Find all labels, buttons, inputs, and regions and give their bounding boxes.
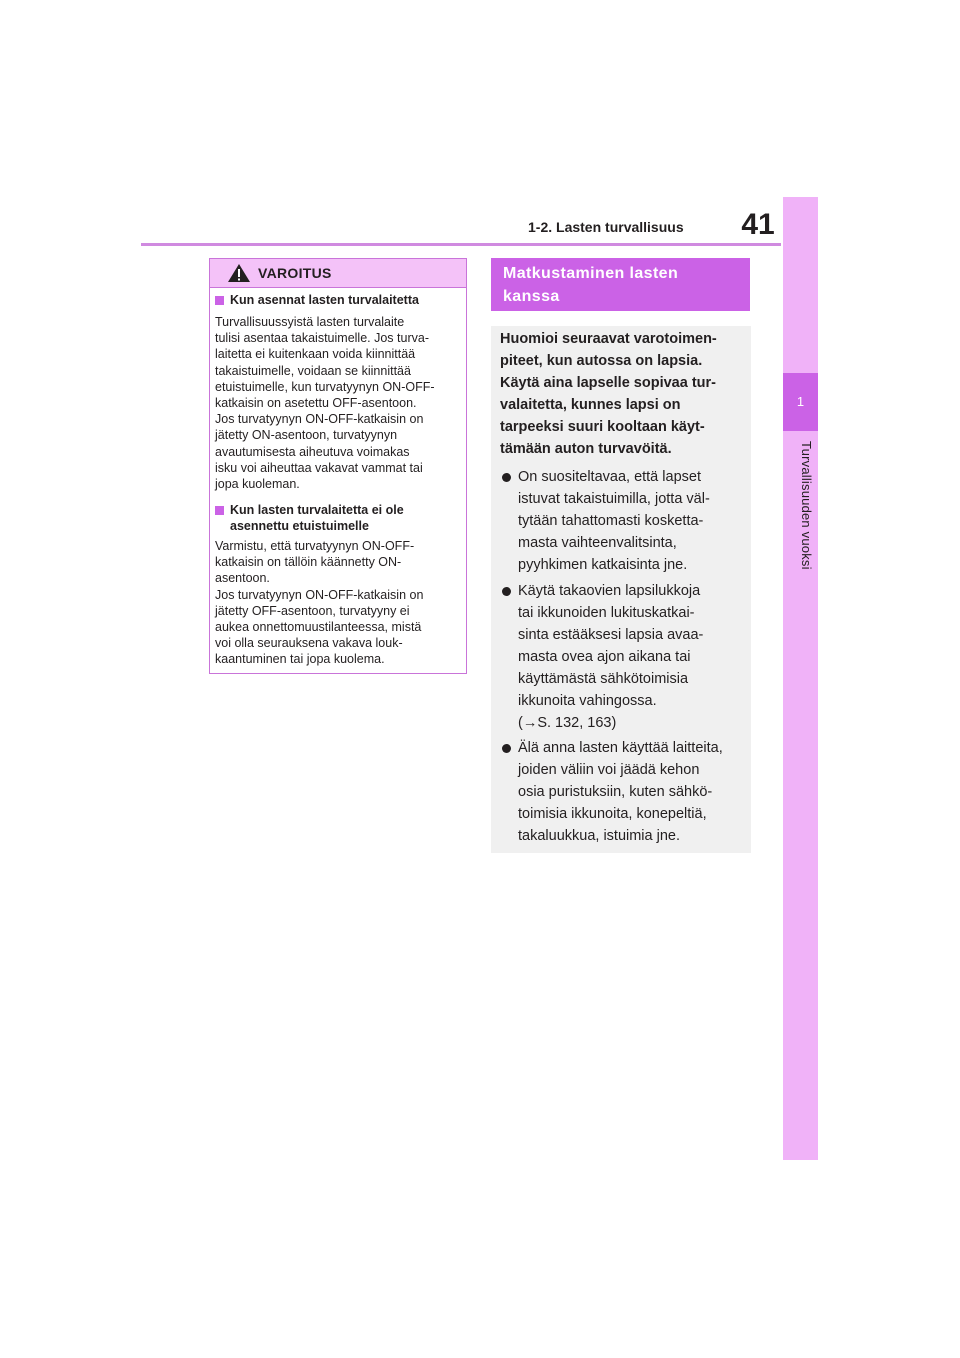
warning-item-heading: Kun lasten turvalaitetta ei ole asennettu etuistuimelle	[215, 502, 463, 534]
square-bullet-icon	[215, 506, 224, 515]
list-item: On suositeltavaa, että lapset istuvat takaistuimilla, jotta väl- tytään tahattomasti kosketta- masta vaihteenvalitsinta, pyyhkimen katkaisinta jne.	[500, 466, 740, 576]
list-item: Älä anna lasten käyttää laitteita, joiden väliin voi jäädä kehon osia puristuksiin, kuten sähkö- toimisia ikkunoita, konepeltiä, takaluukkua, istuimia jne.	[500, 737, 740, 847]
section-heading: Matkustaminen lasten kanssa	[491, 258, 750, 311]
warning-box	[209, 258, 467, 674]
info-intro: Huomioi seuraavat varotoimen- piteet, kun autossa on lapsia. Käytä aina lapselle sopivaa tur- valaitetta, kunnes lapsi on tarpeeksi suuri kooltaan käyt- tämään auton turvavöitä.	[500, 331, 717, 457]
header-divider	[141, 243, 781, 246]
warning-title: VAROITUS	[258, 265, 332, 281]
info-panel	[491, 326, 751, 853]
warning-triangle-icon	[227, 263, 251, 283]
warning-item-body: Turvallisuussyistä lasten turvalaite tulisi asentaa takaistuimelle. Jos turva- laitetta ei kuitenkaan voida kiinnittää takaistuimelle, voidaan se kiinnittää etuistuimelle, kun turvatyynyn ON-OFF- katkaisin on asetettu OFF-asentoon. Jos turvatyynyn ON-OFF-katkaisin on jätetty ON-asentoon, turvatyynyn avautumisesta aiheutuva voimakas isku voi aiheuttaa vakavat vammat tai jopa kuoleman.	[215, 315, 435, 492]
bullet-dot-icon	[502, 587, 511, 596]
warning-item	[215, 292, 463, 492]
warning-header	[210, 259, 466, 288]
page-number: 41	[741, 208, 775, 241]
list-item: Käytä takaovien lapsilukkoja tai ikkunoiden lukituskatkai- sinta estääksesi lapsia avaa- masta ovea ajon aikana tai käyttämästä sähkötoimisia ikkunoita vahingossa. (→S. 132, 163)	[500, 580, 740, 734]
warning-item	[215, 502, 463, 668]
square-bullet-icon	[215, 296, 224, 305]
chapter-side-tab	[783, 197, 818, 1160]
bullet-dot-icon	[502, 744, 511, 753]
warning-item-heading: Kun asennat lasten turvalaitetta	[215, 292, 463, 308]
warning-item-body: Varmistu, että turvatyynyn ON-OFF- katkaisin on tällöin käännetty ON- asentoon. Jos turvatyynyn ON-OFF-katkaisin on jätetty OFF-asentoon, turvatyyny ei aukea onnettomuustilanteessa, mistä voi olla seurauksena vakava louk- kaantuminen tai jopa kuolema.	[215, 539, 424, 667]
chapter-number: 1	[783, 373, 818, 431]
section-title: 1-2. Lasten turvallisuus	[528, 219, 684, 235]
chapter-title: Turvallisuuden vuoksi	[799, 441, 814, 570]
bullet-dot-icon	[502, 473, 511, 482]
